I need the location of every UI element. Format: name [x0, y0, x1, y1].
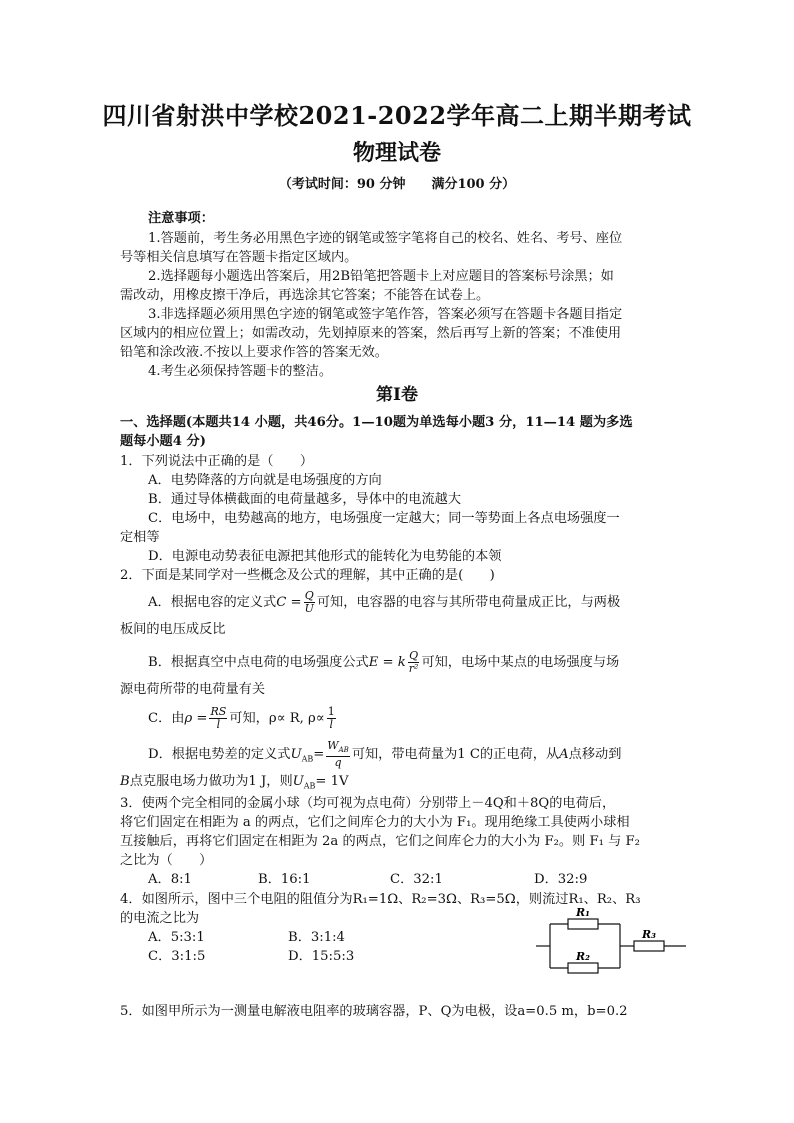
notice-heading: 注意事项： [148, 211, 214, 226]
notice-line: 3.非选择题必须用黑色字迹的钢笔或签字笔作答，答案必须写在答题卡各题目指定 [148, 307, 623, 322]
q2-c-text: C．由 [148, 711, 185, 726]
numerator: Q [409, 649, 419, 662]
numerator-sub: AB [338, 746, 349, 755]
q2-option-a-cont: 板间的电压成反比 [120, 622, 226, 637]
q2-d-text-3: 点移动到 [568, 747, 622, 763]
numerator-main: W [327, 739, 339, 752]
q5-line: 5．如图甲所示为一测量电解液电阻率的玻璃容器，P、Q为电极，设a=0.5 m，b=0.2 [120, 1004, 628, 1019]
fraction [304, 590, 315, 615]
q3-line: 将它们固定在相距为 a 的两点，它们之间库仑力的大小为 F₁。现用绝缘工具使两小球相 [120, 815, 630, 830]
q4-option-b: B．3:1:4 [288, 930, 345, 945]
q2-a-text-2: 可知，电容器的电容与其所带电荷量成正比，与两极 [316, 595, 621, 610]
q3-option-c: C．32:1 [390, 872, 443, 887]
q2-option-b-cont: 源电荷所带的电荷量有关 [120, 682, 266, 697]
q2-option-c [148, 706, 338, 731]
q2-stem: 2．下面是某同学对一些概念及公式的理解，其中正确的是( ) [120, 568, 495, 583]
q2-a-text: A．根据电容的定义式 [148, 595, 277, 610]
formula: U [290, 747, 302, 763]
q4-circuit-diagram [536, 906, 686, 976]
q1-option-d: D．电源电动势表征电源把其他形式的能转化为电势能的本领 [148, 549, 502, 564]
q2-option-b [148, 650, 619, 675]
q3-option-d: D．32:9 [534, 872, 588, 887]
q1-option-b: B．通过导体横截面的电荷量越多，导体中的电流越大 [148, 492, 462, 507]
denominator: l [216, 718, 221, 731]
q4-option-d: D．15:5:3 [288, 949, 355, 964]
q1-option-c: C．电场中，电势越高的地方，电场强度一定越大；同一等势面上各点电场强度一 [148, 511, 620, 526]
notice-line: 需改动，用橡皮擦干净后，再选涂其它答案；不能答在试卷上。 [120, 288, 490, 303]
r2-label: R₂ [576, 950, 590, 963]
fraction [326, 740, 350, 769]
notice-line: 区域内的相应位置上；如需改动，先划掉原来的答案，然后再写上新的答案；不准使用 [120, 326, 622, 341]
fraction [408, 650, 420, 675]
subscript: AB [303, 781, 316, 791]
q3-option-b: B．16:1 [258, 872, 311, 887]
r3-label: R₃ [642, 928, 656, 941]
part1-heading-cont: 题每小题4 分) [120, 434, 206, 449]
formula: E = k [368, 655, 406, 670]
numerator: Q [304, 589, 314, 602]
q1-option-a: A．电势降落的方向就是电场强度的方向 [148, 473, 382, 488]
equals: = [313, 747, 325, 763]
exam-subtitle: 物理试卷 [352, 140, 441, 166]
numerator: 1 [327, 705, 335, 718]
exam-title: 四川省射洪中学校2021-2022学年高二上期半期考试 [102, 101, 692, 130]
q4-option-c: C．3:1:5 [148, 949, 206, 964]
notice-line: 铅笔和涂改液.不按以上要求作答的答案无效。 [120, 345, 388, 360]
point-b: B [120, 774, 130, 789]
formula: U [292, 774, 304, 789]
notice-line: 2.选择题每小题选出答案后，用2B铅笔把答题卡上对应题目的答案标号涂黑；如 [148, 269, 614, 284]
q2-d2-end: = 1V [315, 774, 349, 789]
q2-d-text-2: 可知，带电荷量为1 C的正电荷，从 [351, 747, 560, 763]
fraction [327, 706, 336, 731]
q3-option-a: A．8:1 [148, 872, 192, 887]
q2-c-text-2: 可知，ρ∝ R, ρ∝ [229, 711, 325, 726]
q4-option-a: A．5:3:1 [148, 930, 205, 945]
fraction [209, 706, 227, 731]
r1-label: R₁ [576, 906, 590, 919]
numerator [326, 740, 350, 757]
q3-line: 互接触后，再将它们固定在相距为 2a 的两点，它们之间库仑力的大小为 F₂。则 F₁ 与 F₂ [120, 834, 640, 849]
section-title: 第Ⅰ卷 [376, 385, 418, 405]
q2-b-text: B．根据真空中点电荷的电场强度公式 [148, 655, 369, 670]
q3-line: 3．使两个完全相同的金属小球（均可视为点电荷）分别带上－4Q和＋8Q的电荷后， [120, 796, 616, 811]
q2-option-a [148, 590, 620, 615]
q4-line: 的电流之比为 [120, 911, 200, 926]
notice-line: 号等相关信息填写在答题卡指定区域内。 [120, 250, 358, 265]
notice-line: 1.答题前，考生务必用黑色字迹的钢笔或签字笔将自己的校名、姓名、考号、座位 [148, 231, 623, 246]
q2-option-d [148, 740, 621, 773]
q2-option-d-cont [120, 772, 349, 796]
q2-d2-text: 点克服电场力做功为1 J，则 [129, 774, 293, 789]
subscript: AB [301, 754, 314, 764]
q2-b-text-2: 可知，电场中某点的电场强度与场 [421, 655, 620, 670]
q3-line: 之比为（ ） [120, 853, 213, 868]
exam-score: 满分100 分） [431, 177, 516, 192]
denominator: r² [408, 662, 419, 675]
q4-line: 4．如图所示，图中三个电阻的阻值分为R₁=1Ω、R₂=3Ω、R₃=5Ω，则流过R₁、R₂、R₃ [120, 892, 641, 907]
notice-line: 4.考生必须保持答题卡的整洁。 [148, 364, 333, 379]
q1-option-c-cont: 定相等 [120, 530, 160, 545]
denominator: l [329, 718, 333, 731]
point-a: A [559, 747, 569, 763]
formula: ρ = [184, 711, 208, 726]
numerator: RS [210, 705, 227, 718]
formula: C = [276, 595, 302, 610]
q2-d-text: D．根据电势差的定义式 [148, 747, 291, 763]
denominator: q [334, 756, 342, 770]
exam-time: （考试时间：90 分钟 [278, 177, 406, 192]
exam-meta [0, 173, 794, 192]
part1-heading: 一、选择题(本题共14 小题，共46分。1—10题为单选每小题3 分，11—14 题为多选 [120, 415, 633, 430]
denominator: U [304, 602, 314, 615]
q1-stem: 1．下列说法中正确的是（ ） [120, 454, 314, 469]
